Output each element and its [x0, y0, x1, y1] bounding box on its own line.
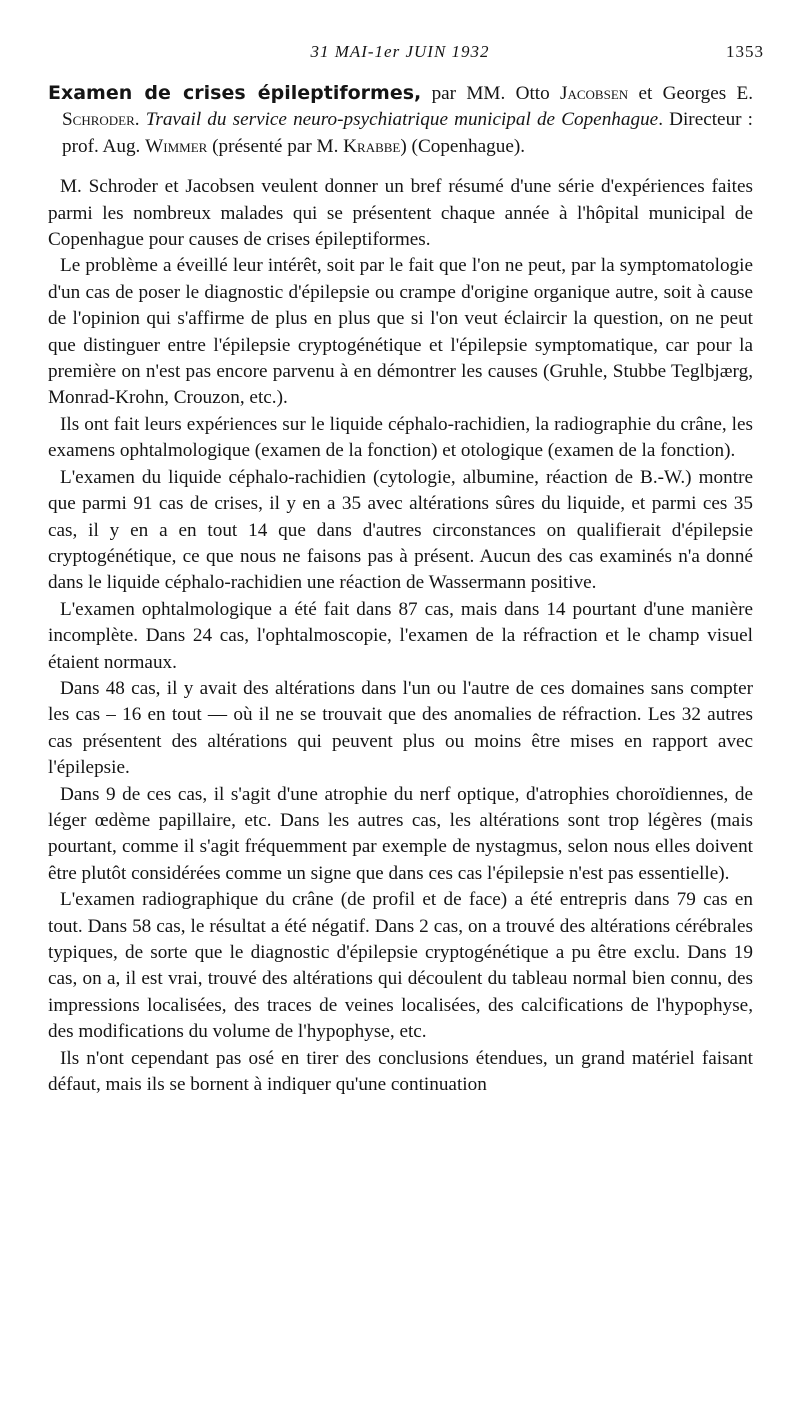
- page-number: 1353: [726, 42, 764, 61]
- presented-prefix: (présenté par M.: [207, 135, 344, 157]
- paragraph: Ils n'ont cependant pas osé en tirer des conclusions étendues, un grand matériel faisant défaut, mais ils se bornent à indiquer qu'une continuation: [48, 1047, 753, 1096]
- article-title: Examen de crises épileptiformes,: [48, 82, 422, 104]
- presented-suffix: ) (Copenhague).: [400, 135, 526, 157]
- director-prefix: . Directeur : prof. Aug.: [62, 109, 754, 157]
- paragraph: Ils ont fait leurs expériences sur le liquide céphalo-rachidien, la radiographie du crâne, les examens ophtalmologique (examen de la fonction) et otologique (examen de la fonction).: [48, 413, 753, 462]
- paragraph: M. Schroder et Jacobsen veulent donner un bref résumé d'une série d'expériences faites parmi les nombreux malades qui se présentent chaque année à l'hôpital municipal de Copenhague pour causes de crises épileptiformes.: [48, 176, 753, 251]
- paragraph: L'examen du liquide céphalo-rachidien (cytologie, albumine, réaction de B.-W.) montre que parmi 91 cas de crises, il y en a 35 avec altérations sûres du liquide, et parmi ces 35 cas, il y en a en tout 14 que dans d'autres circonstances on qualifierait d'épilepsie cryptogénétique, ce que nous ne faisons pas à présent. Aucun des cas examinés n'a donné dans le liquide céphalo-rachidien une réaction de Wassermann positive.: [48, 466, 753, 594]
- presenter-name: Krabbe: [343, 135, 401, 157]
- title-entry: [48, 80, 753, 160]
- authors-prefix: par MM. Otto: [421, 83, 560, 104]
- paragraph: L'examen radiographique du crâne (de profil et de face) a été entrepris dans 79 cas en tout. Dans 58 cas, le résultat a été négatif. Dans 2 cas, on a trouvé des altérations cérébrales typiques, de sorte que le diagnostic d'épilepsie cryptogénétique a pu être exclu. Dans 19 cas, on a, il est vrai, trouvé des altérations qui découlent du tableau normal bien connu, des impressions localisées, des traces de veines localisées, des calcifications de l'hypophyse, des modifications du volume de l'hypophyse, etc.: [48, 889, 753, 1043]
- issue-date: 31 MAI-1er JUIN 1932: [310, 42, 490, 61]
- paragraph: Le problème a éveillé leur intérêt, soit par le fait que l'on ne peut, par la symptomatologie d'un cas de poser le diagnostic d'épilepsie ou crampe d'origine organique autre, soit à cause de l'opinion qui s'affirme de plus en plus que si l'on veut éclaircir la question, on ne peut que distinguer entre l'épilepsie cryptogénétique et l'épilepsie symptomatique, car pour la première on n'est pas encore parvenu à en démontrer les causes (Gruhle, Stubbe Teglbjærg, Monrad-Krohn, Crouzon, etc.).: [48, 255, 753, 409]
- running-header: [0, 42, 800, 66]
- separator: .: [134, 109, 146, 131]
- paragraph: Dans 48 cas, il y avait des altérations dans l'un ou l'autre de ces domaines sans compter les cas – 16 en tout — où il ne se trouvait que des anomalies de réfraction. Les 32 autres cas présentent des altérations qui peuvent plus ou moins être mises en rapport avec l'épilepsie.: [48, 677, 753, 779]
- authors-mid: et Georges E.: [628, 83, 754, 104]
- author-name: Jacobsen: [560, 83, 629, 104]
- director-name: Wimmer: [145, 135, 208, 157]
- paragraph: Dans 9 de ces cas, il s'agit d'une atrophie du nerf optique, d'atrophies choroïdiennes, de léger œdème papillaire, etc. Dans les autres cas, les altérations sont trop légères (mais pourtant, comme il s'agit fréquemment par exemple de nystagmus, selon nous elles doivent être plutôt considérées comme un signe que dans ces cas l'épilepsie n'est pas essentielle).: [48, 783, 753, 884]
- paragraph: L'examen ophtalmologique a été fait dans 87 cas, mais dans 14 pourtant d'une manière incomplète. Dans 24 cas, l'ophtalmoscopie, l'examen de la réfraction et le champ visuel étaient normaux.: [48, 598, 753, 673]
- article-body: [48, 80, 753, 1098]
- author-name: Schroder: [62, 109, 135, 131]
- affiliation: Travail du service neuro-psychiatrique municipal de Copenhague: [145, 109, 659, 131]
